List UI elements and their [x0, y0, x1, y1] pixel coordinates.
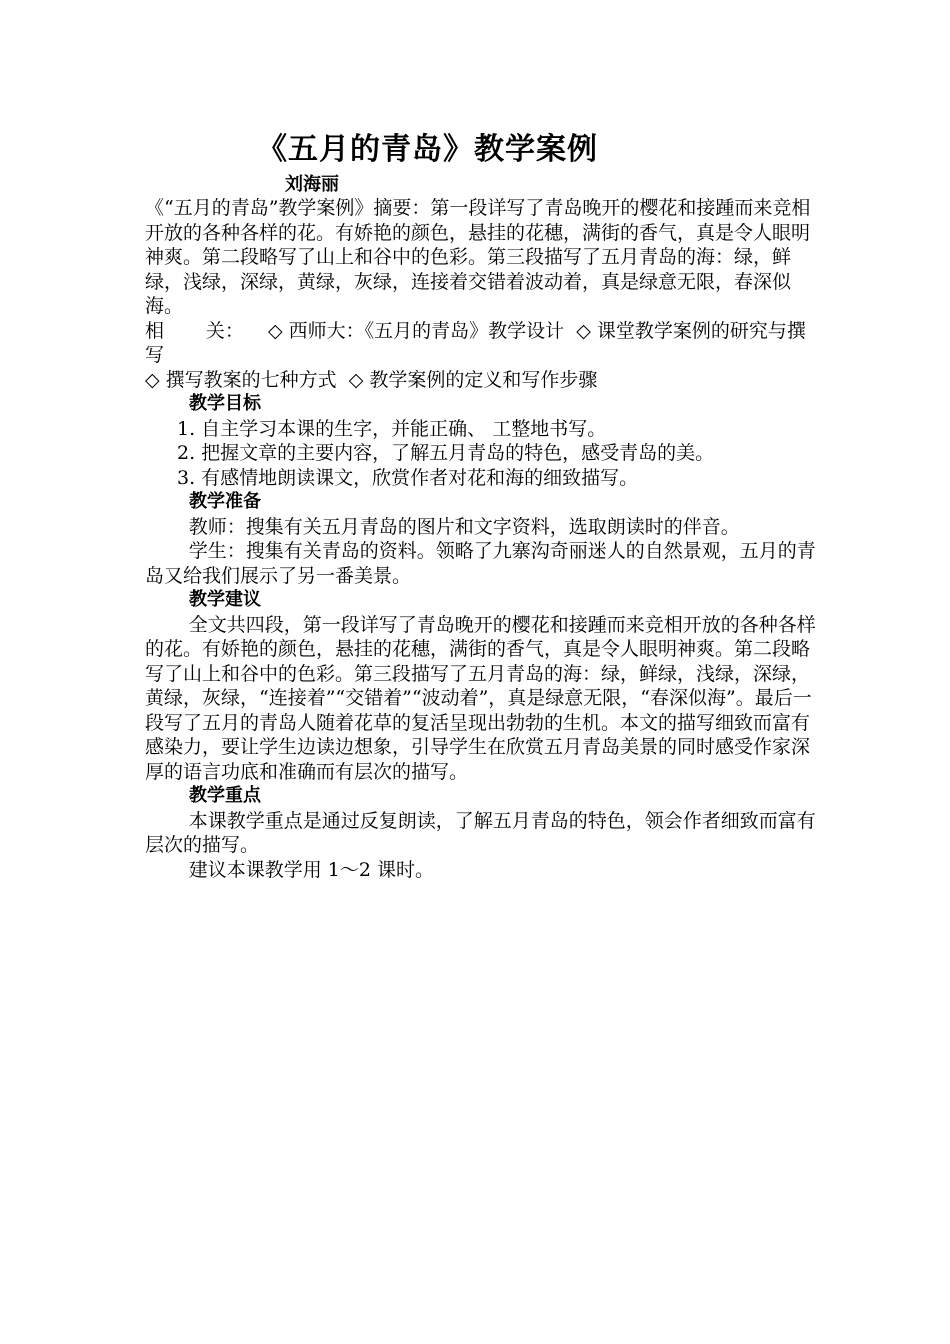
prep-teacher-paragraph: 教师：搜集有关五月青岛的图片和文字资料，选取朗读时的伴音。	[188, 515, 740, 538]
section-heading-suggest: 教学建议	[189, 589, 261, 610]
focus-paragraph: 本课教学重点是通过反复朗读，了解五月青岛的特色，领会作者细致而富有层次的描写。	[145, 809, 816, 856]
section-heading-prep: 教学准备	[189, 491, 261, 512]
author-name: 刘海丽	[285, 174, 339, 195]
related-link-4[interactable]: ◇ 教学案例的定义和写作步骤	[348, 368, 598, 391]
related-link-1[interactable]: ◇ 西师大：《五月的青岛》教学设计	[268, 319, 565, 342]
goal-item: 3. 有感情地朗读课文，欣赏作者对花和海的细致描写。	[177, 466, 639, 489]
related-label-1: 相	[145, 319, 165, 342]
related-links-2	[145, 368, 820, 393]
section-heading-focus: 教学重点	[189, 785, 261, 806]
prep-student-paragraph: 学生：搜集有关青岛的资料。领略了九寨沟奇丽迷人的自然景观，五月的青岛又给我们展示了另一番美景。	[145, 540, 816, 587]
related-link-2[interactable]: ◇ 课堂教学案例的研究与撰写	[145, 319, 806, 366]
page-title: 《五月的青岛》教学案例	[257, 132, 598, 167]
document-body	[145, 128, 820, 882]
related-label-2: 关：	[205, 319, 244, 342]
hours-paragraph: 建议本课教学用 1～2 课时。	[188, 858, 434, 881]
related-link-3[interactable]: ◇ 撰写教案的七种方式	[145, 368, 337, 391]
section-heading-goals: 教学目标	[189, 393, 261, 414]
related-links	[145, 319, 820, 368]
suggest-paragraph: 全文共四段，第一段详写了青岛晚开的樱花和接踵而来竞相开放的各种各样的花。有娇艳的颜色，悬挂的花穗，满街的香气，真是令人眼明神爽。第二段略写了山上和谷中的色彩。第三段描写了五月青岛的海：绿，鲜绿，浅绿，深绿，黄绿，灰绿，“连接着”“交错着”“波动着”，真是绿意无限，“春深似海”。最后一段写了五月的青岛人随着花草的复活呈现出勃勃的生机。本文的描写细致而富有感染力，要让学生边读边想象，引导学生在欣赏五月青岛美景的同时感受作家深厚的语言功底和准确而有层次的描写。	[145, 613, 816, 783]
abstract-paragraph: 《“五月的青岛”教学案例》摘要：第一段详写了青岛晚开的樱花和接踵而来竞相开放的各种各样的花。有娇艳的颜色，悬挂的花穗，满街的香气，真是令人眼明神爽。第二段略写了山上和谷中的色彩。第三段描写了五月青岛的海：绿，鲜绿，浅绿，深绿，黄绿，灰绿，连接着交错着波动着，真是绿意无限，春深似海。	[145, 197, 811, 317]
goal-item: 2. 把握文章的主要内容，了解五月青岛的特色，感受青岛的美。	[177, 442, 715, 464]
goal-item: 1. 自主学习本课的生字，并能正确、 工整地书写。	[177, 417, 607, 440]
